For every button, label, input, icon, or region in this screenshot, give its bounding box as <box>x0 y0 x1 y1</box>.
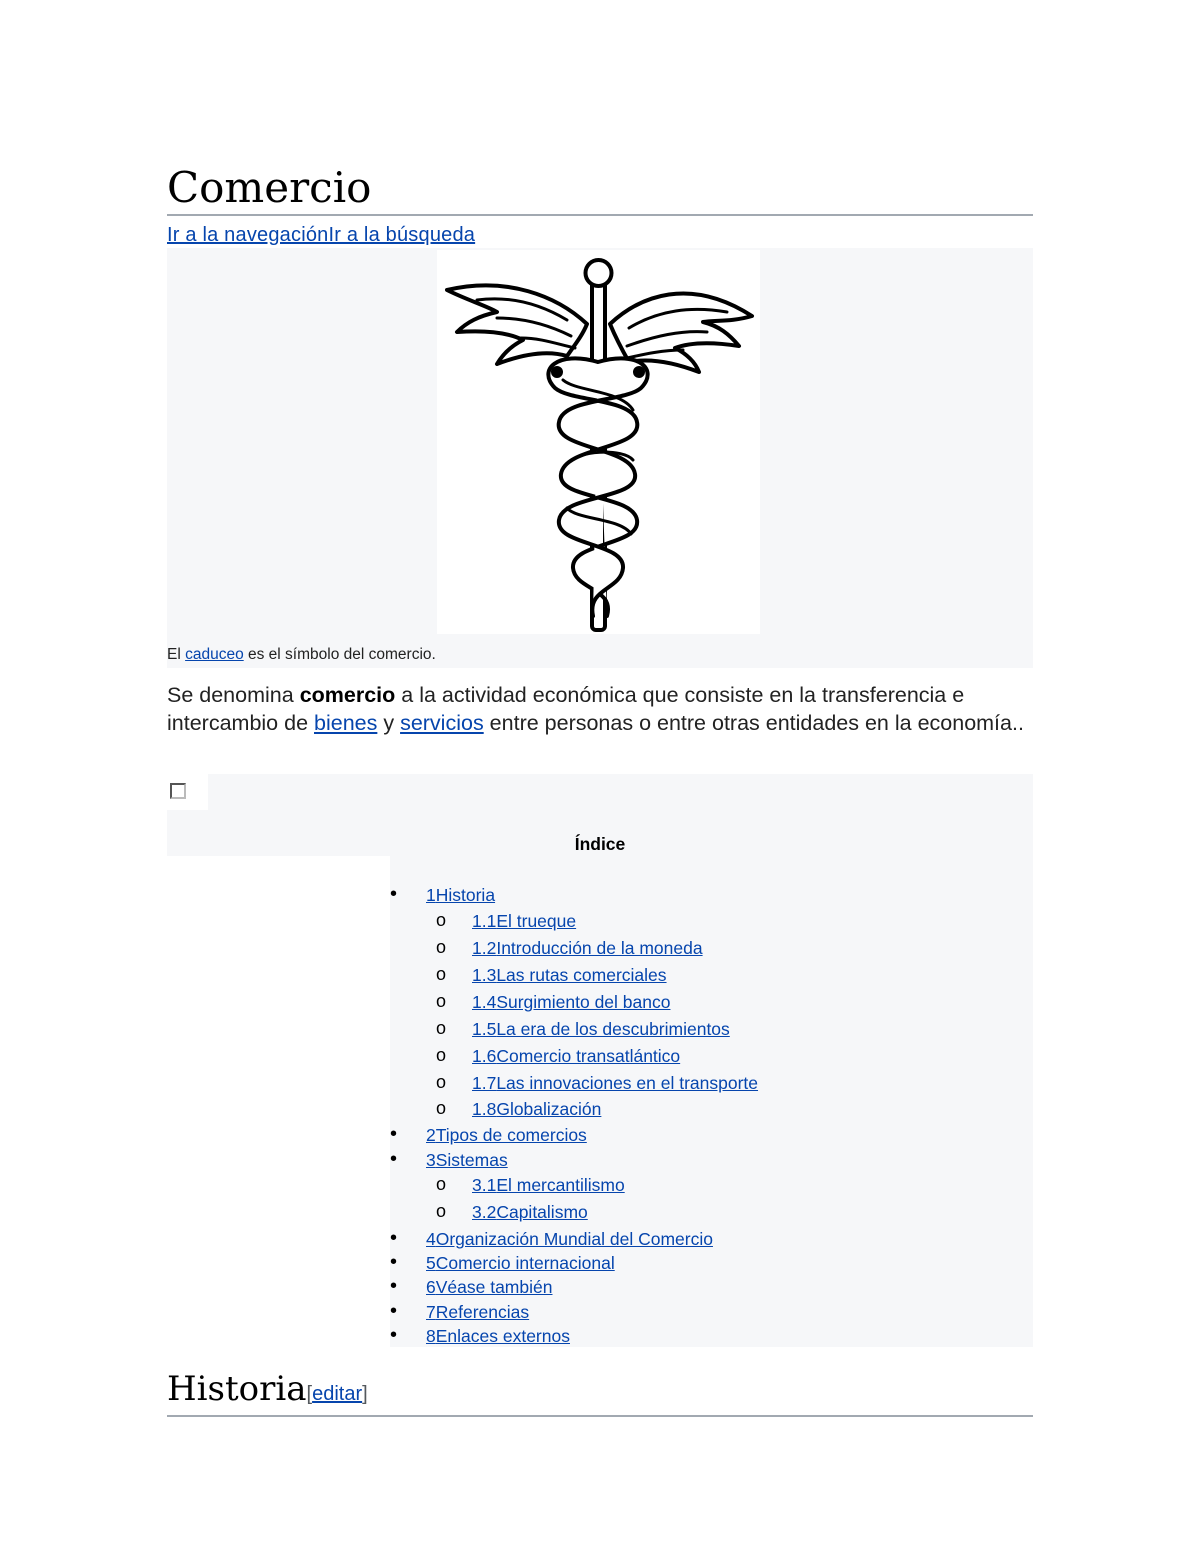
bullet-icon: • <box>390 883 398 905</box>
toc-label: Las innovaciones en el transporte <box>496 1073 759 1093</box>
toc-number: 1.8 <box>472 1099 497 1119</box>
caduceus-icon <box>437 250 760 634</box>
toc-label: Organización Mundial del Comercio <box>435 1229 713 1249</box>
bold-term: comercio <box>299 683 396 707</box>
page-title: Comercio <box>167 164 1033 216</box>
toc-label: Comercio internacional <box>435 1253 615 1273</box>
toc-number: 1.2 <box>472 938 497 958</box>
toc-link[interactable] <box>426 884 495 906</box>
toc-link[interactable] <box>472 1045 680 1067</box>
toc-label: Tipos de comercios <box>435 1125 587 1145</box>
caduceus-image[interactable] <box>437 250 760 634</box>
toc-label: Referencias <box>435 1302 530 1322</box>
toc-label: Las rutas comerciales <box>496 965 667 985</box>
circle-bullet-icon: o <box>436 910 447 930</box>
toc-number: 5 <box>426 1253 436 1273</box>
toc-link[interactable] <box>426 1301 529 1323</box>
section-heading-historia: Historia[editar] <box>167 1370 1033 1417</box>
circle-bullet-icon: o <box>436 1174 447 1194</box>
toc-number: 3.2 <box>472 1202 497 1222</box>
toc-number: 3 <box>426 1150 436 1170</box>
toc-link[interactable] <box>472 1201 588 1223</box>
toc-toggle-checkbox[interactable] <box>170 783 186 799</box>
bullet-icon: • <box>390 1324 398 1346</box>
link-bienes[interactable]: bienes <box>314 711 378 735</box>
bullet-icon: • <box>390 1300 398 1322</box>
toc-label: El mercantilismo <box>496 1175 625 1195</box>
toc-link[interactable] <box>472 991 670 1013</box>
link-servicios[interactable]: servicios <box>400 711 484 735</box>
toc-list <box>390 856 1033 1347</box>
thumbnail-figure <box>167 248 1033 668</box>
figure-caption: El caduceo es el símbolo del comercio. <box>167 646 436 663</box>
circle-bullet-icon: o <box>436 964 447 984</box>
bullet-icon: • <box>390 1251 398 1273</box>
bullet-icon: • <box>390 1275 398 1297</box>
edit-section-link[interactable]: editar <box>312 1383 363 1405</box>
bullet-icon: • <box>390 1227 398 1249</box>
circle-bullet-icon: o <box>436 1018 447 1038</box>
circle-bullet-icon: o <box>436 1098 447 1118</box>
bullet-icon: • <box>390 1123 398 1145</box>
skip-to-search-link[interactable]: Ir a la búsqueda <box>328 224 476 246</box>
toc-label: La era de los descubrimientos <box>496 1019 730 1039</box>
toc-number: 2 <box>426 1125 436 1145</box>
circle-bullet-icon: o <box>436 1045 447 1065</box>
circle-bullet-icon: o <box>436 1072 447 1092</box>
bullet-icon: • <box>390 1148 398 1170</box>
toc-title: Índice <box>574 834 626 854</box>
toc-number: 1.5 <box>472 1019 497 1039</box>
toc-link[interactable] <box>426 1124 587 1146</box>
toc-label: Sistemas <box>435 1150 508 1170</box>
toc-number: 4 <box>426 1229 436 1249</box>
caption-link-caduceo[interactable]: caduceo <box>185 646 244 663</box>
toc-link[interactable] <box>426 1325 570 1347</box>
toc-number: 6 <box>426 1277 436 1297</box>
toc-label: Enlaces externos <box>435 1326 570 1346</box>
circle-bullet-icon: o <box>436 937 447 957</box>
toc-toggle[interactable] <box>167 774 208 810</box>
toc-number: 8 <box>426 1326 436 1346</box>
toc-link[interactable] <box>472 937 703 959</box>
toc-link[interactable] <box>472 1018 730 1040</box>
toc-number: 1.1 <box>472 911 497 931</box>
toc-link[interactable] <box>472 1072 758 1094</box>
toc-link[interactable] <box>472 964 667 986</box>
toc-number: 1.6 <box>472 1046 497 1066</box>
toc-header <box>167 774 1033 856</box>
toc-label: Historia <box>435 885 496 905</box>
toc-number: 1.3 <box>472 965 497 985</box>
skip-to-navigation-link[interactable]: Ir a la navegación <box>167 224 329 246</box>
toc-link[interactable] <box>426 1252 615 1274</box>
toc-number: 1 <box>426 885 436 905</box>
toc-label: Globalización <box>496 1099 602 1119</box>
toc-link[interactable] <box>472 1098 601 1120</box>
toc-label: Surgimiento del banco <box>496 992 671 1012</box>
toc-label: Comercio transatlántico <box>496 1046 681 1066</box>
toc-link[interactable] <box>426 1276 552 1298</box>
edit-section: [editar] <box>306 1383 368 1405</box>
toc-number: 1.4 <box>472 992 497 1012</box>
intro-paragraph: Se denomina comercio a la actividad económica que consiste en la transferencia e intercambio de bienes y servicios entre personas o entre otras entidades en la economía.. <box>167 683 1024 735</box>
toc-label: Capitalismo <box>496 1202 588 1222</box>
toc-link[interactable] <box>472 1174 625 1196</box>
circle-bullet-icon: o <box>436 1201 447 1221</box>
toc-link[interactable] <box>472 910 576 932</box>
toc-number: 3.1 <box>472 1175 497 1195</box>
skip-links <box>167 222 475 248</box>
toc-label: Introducción de la moneda <box>496 938 703 958</box>
toc-number: 1.7 <box>472 1073 497 1093</box>
toc-link[interactable] <box>426 1149 508 1171</box>
toc-label: Véase también <box>435 1277 553 1297</box>
toc-number: 7 <box>426 1302 436 1322</box>
toc-link[interactable] <box>426 1228 713 1250</box>
circle-bullet-icon: o <box>436 991 447 1011</box>
toc-label: El trueque <box>496 911 577 931</box>
